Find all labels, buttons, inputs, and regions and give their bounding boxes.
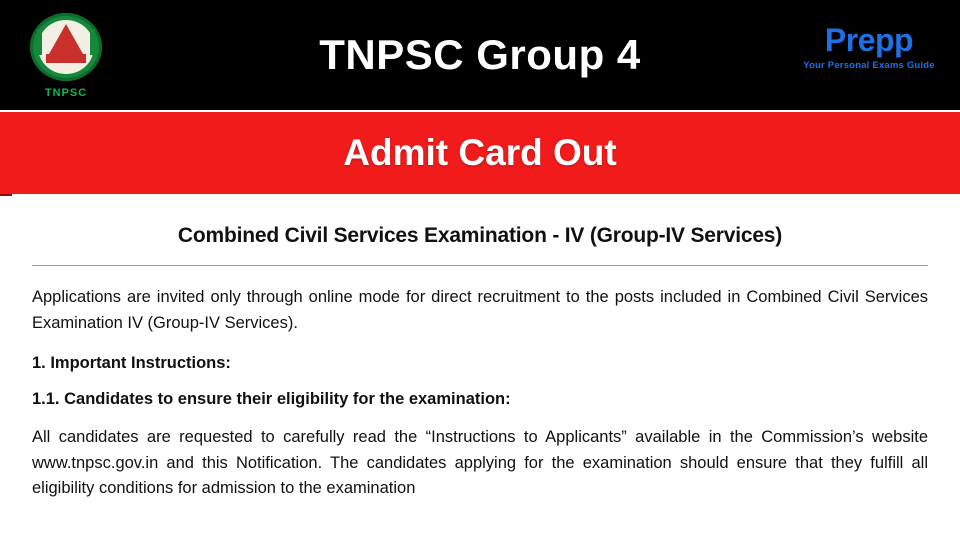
tnpsc-logo-caption: TNPSC bbox=[44, 87, 88, 99]
emblem-pillar-left bbox=[37, 29, 42, 55]
section-1-1-title: 1.1. Candidates to ensure their eligibility for the examination: bbox=[32, 390, 511, 409]
ribbon-label: Admit Card Out bbox=[343, 132, 617, 173]
prepp-wordmark: Prepp bbox=[824, 22, 914, 58]
emblem-pillar-right bbox=[90, 29, 95, 55]
emblem-gopuram-icon bbox=[49, 24, 83, 54]
admit-card-ribbon bbox=[0, 112, 960, 194]
tnpsc-logo bbox=[18, 6, 114, 106]
intro-paragraph: Applications are invited only through online mode for direct recruitment to the posts included in Combined Civil Services Examination IV (Group-IV Services). bbox=[32, 288, 928, 332]
prepp-tagline: Your Personal Exams Guide bbox=[803, 60, 935, 71]
section-1-1-body: All candidates are requested to carefully read the “Instructions to Applicants” available in the Commission’s website www.tnpsc.gov.in and this Notification. The candidates applying for the examination should ensure that they fulfill all eligibility conditions for admission to the examination bbox=[32, 428, 928, 498]
document-body bbox=[0, 196, 960, 540]
emblem-base bbox=[46, 54, 86, 63]
section-1-title: 1. Important Instructions: bbox=[32, 354, 231, 373]
document-heading: Combined Civil Services Examination - IV (Group-IV Services) bbox=[177, 224, 783, 247]
tnpsc-emblem-icon bbox=[27, 13, 105, 85]
heading-divider bbox=[32, 265, 928, 266]
page-title: TNPSC Group 4 bbox=[319, 31, 641, 78]
prepp-logo[interactable] bbox=[794, 24, 944, 71]
